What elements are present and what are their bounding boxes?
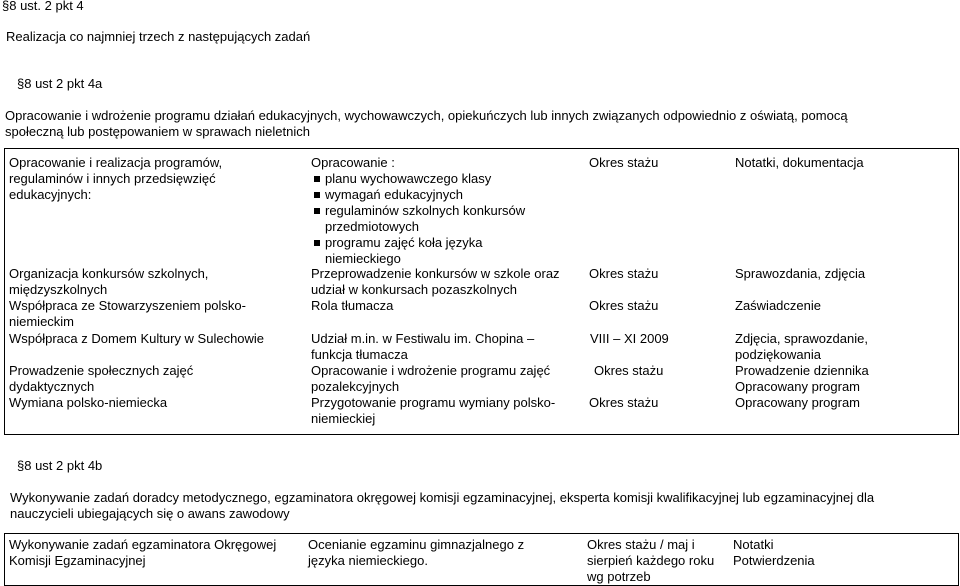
table-cell: Współpraca ze Stowarzyszeniem polsko-niemieckim xyxy=(9,298,246,329)
table-cell: Okres stażu / maj i sierpień każdego roku wg potrzeb xyxy=(587,537,715,584)
table-cell: Rola tłumacza xyxy=(311,298,394,313)
list-item: planu wychowawczego klasy xyxy=(311,171,581,187)
table-cell: Zdjęcia, sprawozdanie, podziękowania xyxy=(735,331,868,362)
table-cell: Zaświadczenie xyxy=(735,298,821,313)
bullet-list xyxy=(311,171,581,267)
table-cell: Opracowanie i realizacja programów, regulaminów i innych przedsięwzięć edukacyjnych: xyxy=(9,155,223,202)
table-cell: Opracowany program xyxy=(735,395,860,410)
table-cell: Organizacja konkursów szkolnych, międzyszkolnych xyxy=(9,266,209,297)
section-4a-description-line1: Opracowanie i wdrożenie programu działań edukacyjnych, wychowawczych, opiekuńczych lub innych związanych odpowiednio z oświatą, pomocą xyxy=(5,108,848,123)
list-intro: Opracowanie : xyxy=(311,155,395,170)
table-cell: Prowadzenie społecznych zajęć dydaktycznych xyxy=(9,363,194,394)
table-cell: Sprawozdania, zdjęcia xyxy=(735,266,866,281)
section-heading-4a: §8 ust 2 pkt 4a xyxy=(17,76,103,91)
table-cell: Okres stażu xyxy=(589,298,659,313)
table-cell: Opracowanie i wdrożenie programu zajęć pozalekcyjnych xyxy=(311,363,551,394)
section-4b-description-line2: nauczycieli ubiegających się o awans zawodowy xyxy=(10,506,290,521)
table-cell: Okres stażu xyxy=(589,266,659,281)
table-cell: Przeprowadzenie konkursów w szkole oraz udział w konkursach pozaszkolnych xyxy=(311,266,560,297)
list-item: programu zajęć koła języka niemieckiego xyxy=(311,235,525,267)
table-cell: Przygotowanie programu wymiany polsko-niemieckiej xyxy=(311,395,556,426)
table-cell: Ocenianie egzaminu gimnazjalnego z języka niemieckiego. xyxy=(308,537,525,568)
section-heading-4b: §8 ust 2 pkt 4b xyxy=(17,458,103,473)
table-cell: Udział m.in. w Festiwalu im. Chopina – funkcja tłumacza xyxy=(311,331,535,362)
list-item: wymagań edukacyjnych xyxy=(311,187,581,203)
table-cell: Notatki Potwierdzenia xyxy=(733,537,815,568)
table-cell: Prowadzenie dziennika Opracowany program xyxy=(735,363,869,394)
table-cell-list xyxy=(311,155,581,267)
table-cell: Współpraca z Domem Kultury w Sulechowie xyxy=(9,331,265,346)
section-4a-description-line2: społeczną lub postępowaniem w sprawach nieletnich xyxy=(5,124,310,139)
table-cell: Notatki, dokumentacja xyxy=(735,155,864,170)
table-cell: Wykonywanie zadań egzaminatora Okręgowej Komisji Egzaminacyjnej xyxy=(9,537,277,568)
section-4b-description-line1: Wykonywanie zadań doradcy metodycznego, egzaminatora okręgowej komisji egzaminacyjnej, eksperta komisji kwalifikacyjnej lub egzaminacyjnej dla xyxy=(10,490,875,505)
list-item: regulaminów szkolnych konkursów przedmiotowych xyxy=(311,203,565,235)
table-cell: Okres stażu xyxy=(589,155,659,170)
table-cell: Okres stażu xyxy=(589,395,659,410)
table-cell: Okres stażu xyxy=(594,363,664,378)
section-subtitle: Realizacja co najmniej trzech z następujących zadań xyxy=(6,29,311,44)
table-cell: VIII – XI 2009 xyxy=(590,331,669,346)
section-heading-4: §8 ust. 2 pkt 4 xyxy=(2,0,84,13)
table-cell: Wymiana polsko-niemiecka xyxy=(9,395,168,410)
